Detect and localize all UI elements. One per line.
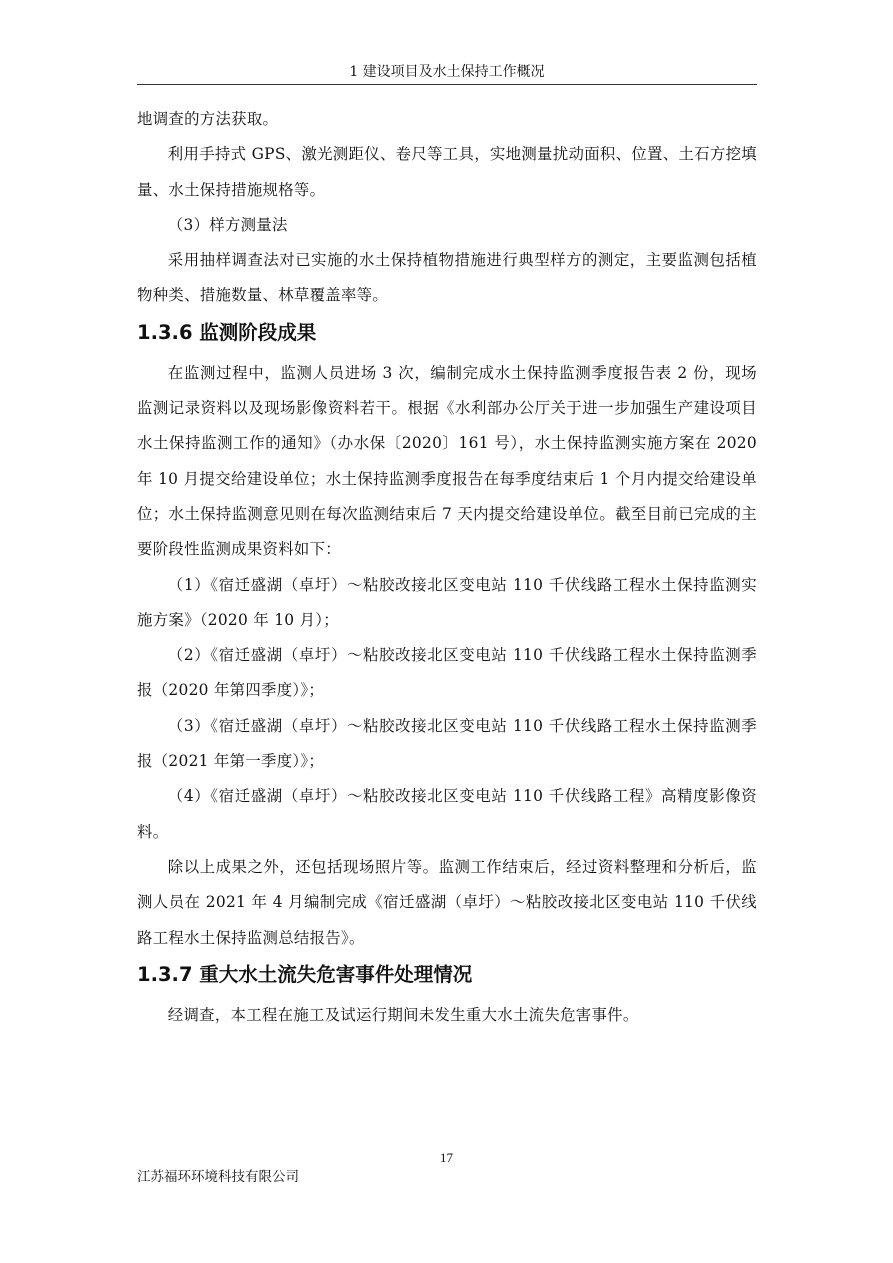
running-header: 1 建设项目及水土保持工作概况 — [349, 64, 545, 80]
page-number: 17 — [440, 1150, 453, 1165]
paragraph: 经调查，本工程在施工及试运行期间未发生重大水土流失危害事件。 — [167, 1005, 639, 1024]
list-item: （1）《宿迁盛湖（卓圩）～粘胶改接北区变电站 110 千伏线路工程水土保持监测实施方案》（2020 年 10 月）； — [137, 575, 757, 629]
paragraph: 采用抽样调查法对已实施的水土保持植物措施进行典型样方的测定，主要监测包括植物种类、措施数量、林草覆盖率等。 — [137, 251, 757, 305]
header-divider — [137, 84, 757, 85]
list-item: （3）《宿迁盛湖（卓圩）～粘胶改接北区变电站 110 千伏线路工程水土保持监测季报（2021 年第一季度）》； — [137, 716, 757, 771]
section-heading-1-3-7: 1.3.7 重大水土流失危害事件处理情况 — [137, 962, 473, 986]
paragraph: 地调查的方法获取。 — [137, 110, 279, 128]
section-heading-1-3-6: 1.3.6 监测阶段成果 — [137, 320, 317, 344]
list-item: （4）《宿迁盛湖（卓圩）～粘胶改接北区变电站 110 千伏线路工程》高精度影像资料。 — [137, 787, 757, 841]
paragraph: 利用手持式 GPS、激光测距仪、卷尺等工具，实地测量扰动面积、位置、土石方挖填量、水土保持措施规格等。 — [137, 145, 757, 199]
paragraph: 在监测过程中，监测人员进场 3 次，编制完成水土保持监测季度报告表 2 份，现场监测记录资料以及现场影像资料若干。根据《水利部办公厅关于进一步加强生产建设项目水土保持监测工作的通知》（办水保〔2020〕161 号），水土保持监测实施方案在 2020 年 10 月提交给建设单位；水土保持监测季度报告在每季度结束后 1 个月内提交给建设单位；水土保持监测意见则在每次监测结束后 7 天内提交给建设单位。截至目前已完成的主要阶段性监测成果资料如下： — [137, 363, 757, 559]
company-footer: 江苏福环环境科技有限公司 — [137, 1169, 299, 1185]
list-item: （2）《宿迁盛湖（卓圩）～粘胶改接北区变电站 110 千伏线路工程水土保持监测季报（2020 年第四季度）》； — [137, 646, 757, 700]
page-body — [137, 102, 757, 1033]
paragraph: 除以上成果之外，还包括现场照片等。监测工作结束后，经过资料整理和分析后，监测人员在 2021 年 4 月编制完成《宿迁盛湖（卓圩）～粘胶改接北区变电站 110 千伏线路工程水土保持监测总结报告》。 — [137, 857, 757, 947]
method-subheading: （3）样方测量法 — [167, 215, 288, 234]
